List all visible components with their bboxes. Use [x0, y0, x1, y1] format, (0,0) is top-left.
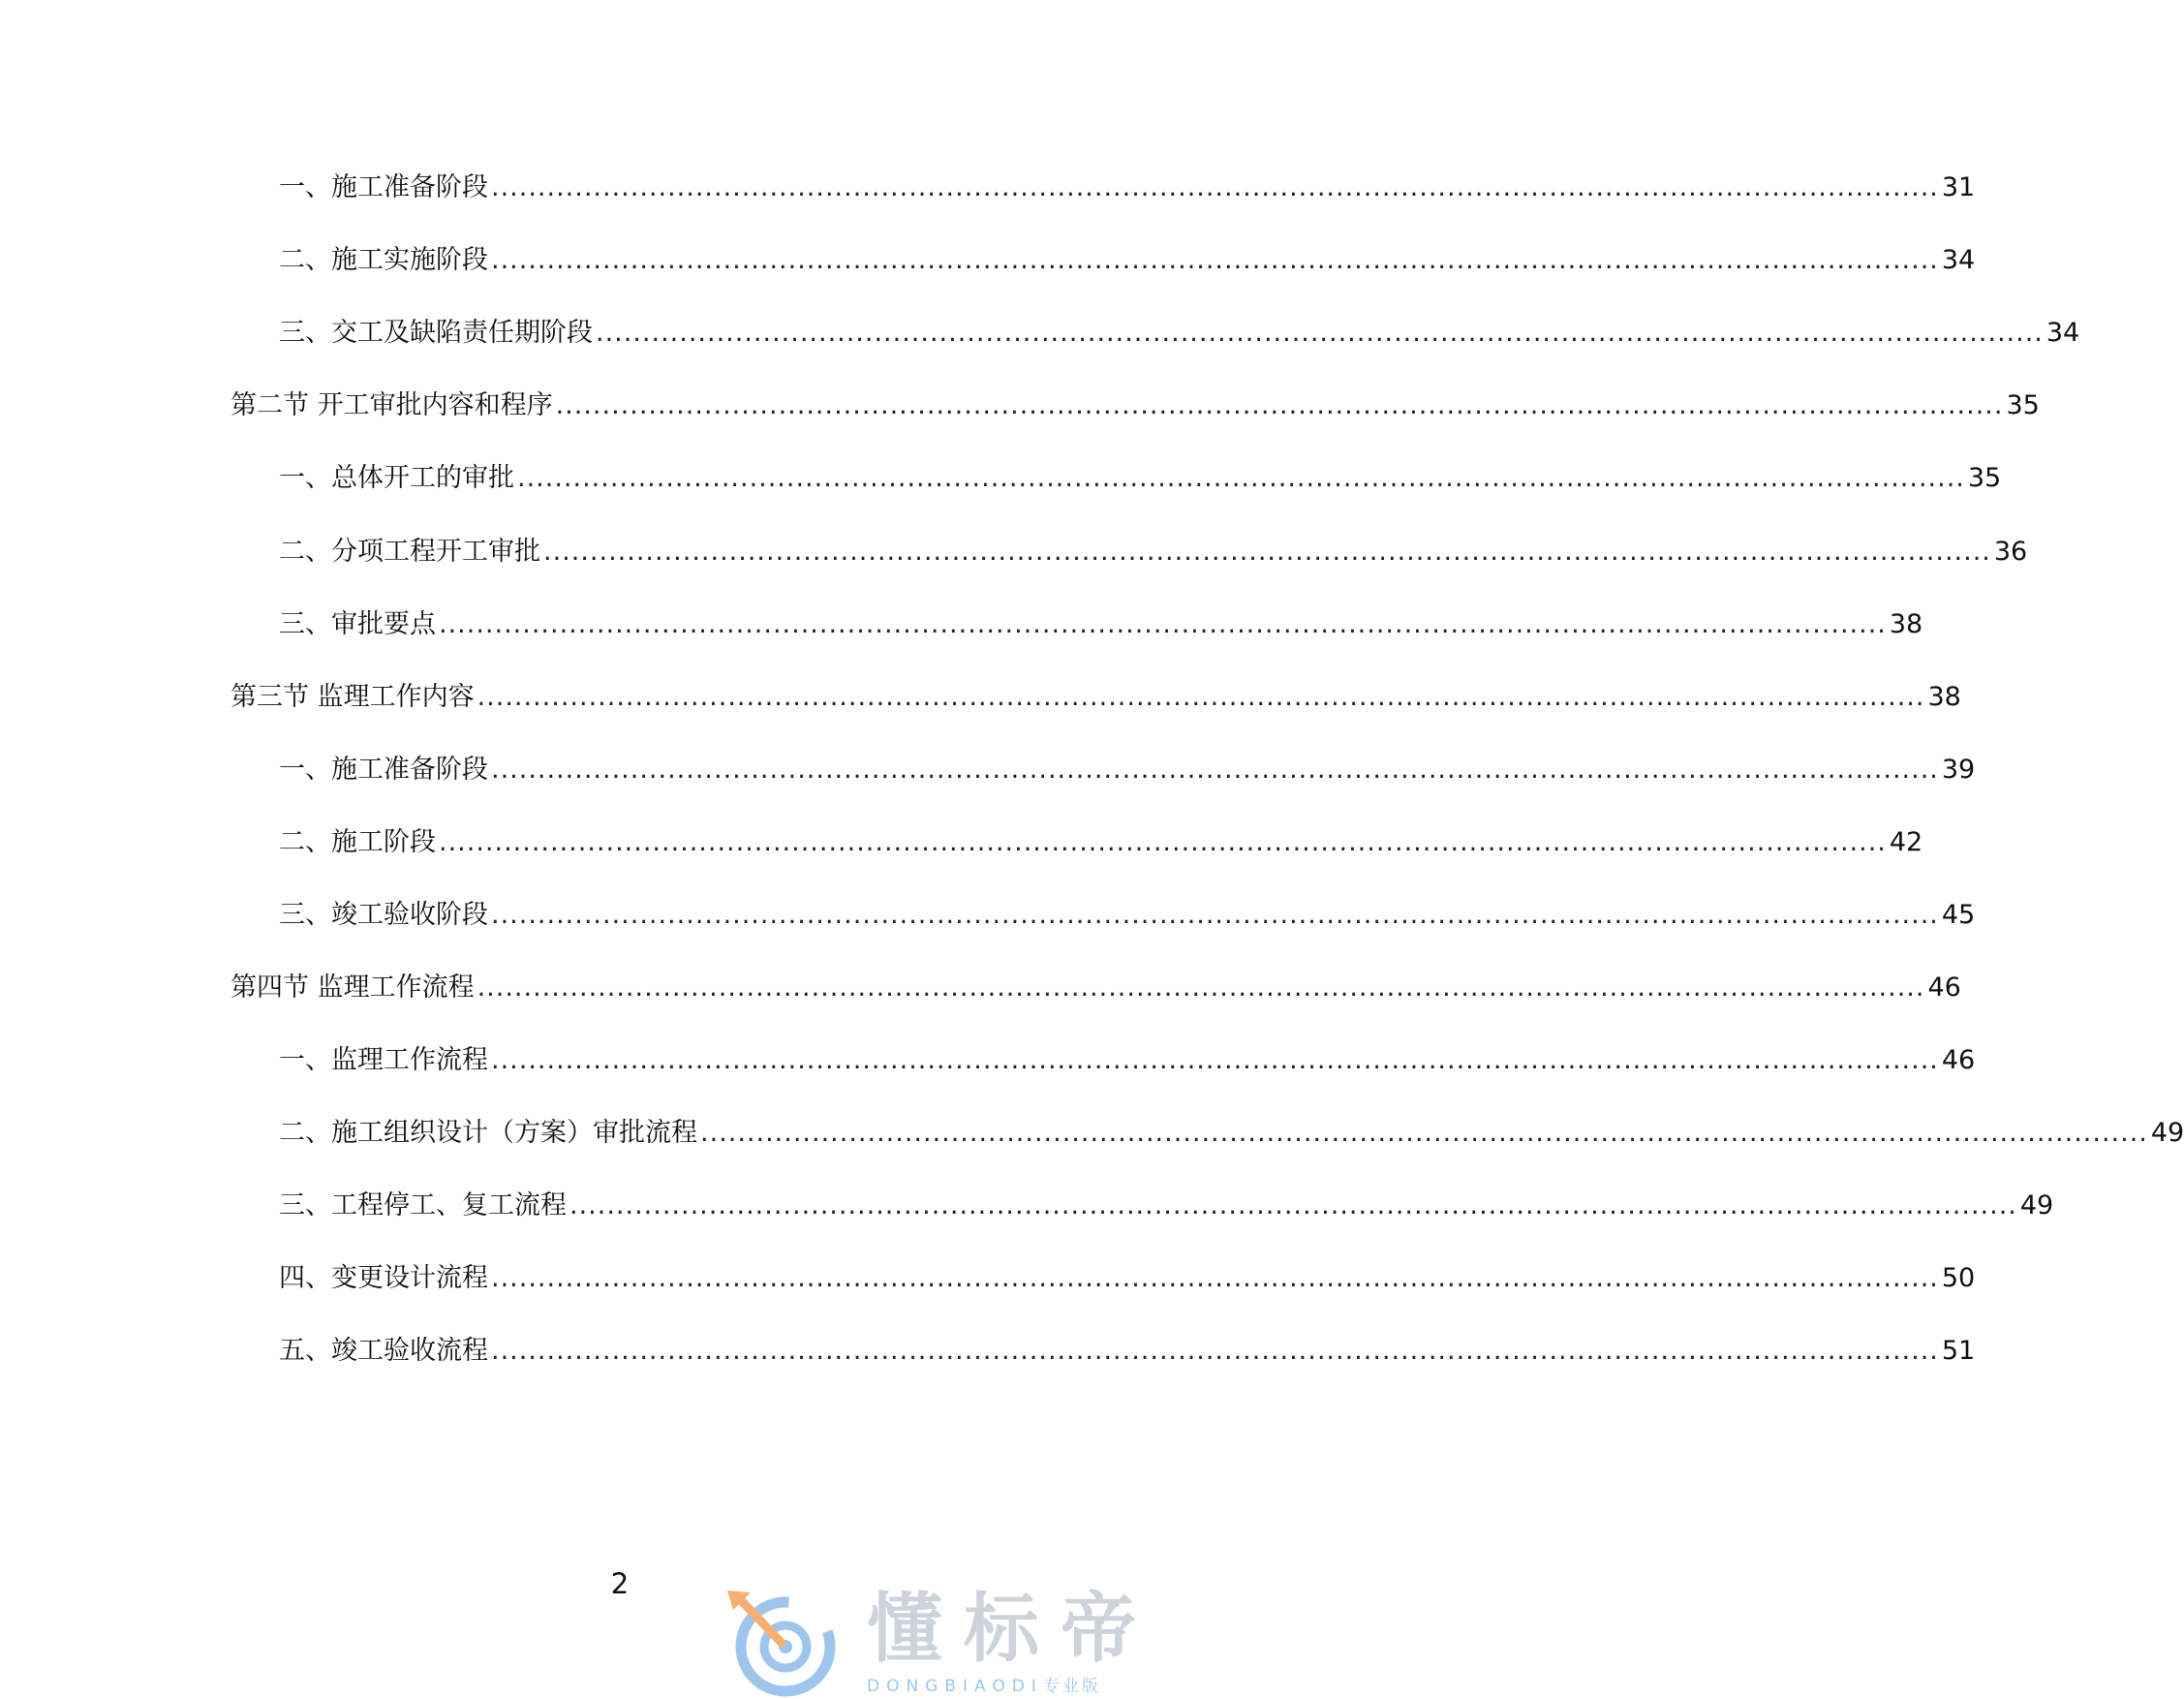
- toc-dot-leader: ............................................................................................................................................................: [477, 682, 1925, 712]
- watermark-tag: 专业版: [1042, 1677, 1101, 1696]
- toc-entry-page: 31: [1941, 172, 1976, 202]
- toc-entry-page: 45: [1941, 900, 1976, 930]
- toc-entry-page: 38: [1889, 609, 1923, 639]
- toc-entry-page: 36: [1993, 537, 2028, 567]
- toc-entry[interactable]: [279, 1114, 2184, 1153]
- toc-entry-title: 第三节 监理工作内容: [231, 682, 475, 712]
- toc-entry-title: 四、变更设计流程: [279, 1263, 488, 1293]
- toc-dot-leader: ............................................................................................................................................................: [517, 463, 1965, 493]
- toc-entry[interactable]: [279, 533, 2028, 571]
- toc-dot-leader: ............................................................................................................................................................: [596, 318, 2044, 348]
- toc-entry-page: 35: [1967, 463, 2002, 493]
- toc-entry[interactable]: [279, 751, 1976, 789]
- toc-dot-leader: ............................................................................................................................................................: [491, 1263, 1939, 1293]
- toc-entry-title: 三、工程停工、复工流程: [279, 1190, 567, 1220]
- toc-dot-leader: ............................................................................................................................................................: [491, 755, 1939, 785]
- toc-entry[interactable]: [279, 1041, 1976, 1080]
- toc-entry-title: 二、施工实施阶段: [279, 245, 488, 275]
- toc-entry-title: 第四节 监理工作流程: [231, 973, 475, 1003]
- target-arrow-logo-icon: [722, 1585, 838, 1699]
- toc-entry[interactable]: [279, 1259, 1976, 1298]
- toc-dot-leader: ............................................................................................................................................................: [491, 1045, 1939, 1075]
- toc-entry-page: 35: [2006, 390, 2040, 420]
- toc-entry[interactable]: [279, 1187, 2054, 1225]
- toc-entry-title: 二、施工组织设计（方案）审批流程: [279, 1118, 697, 1148]
- toc-dot-leader: ............................................................................................................................................................: [439, 827, 1887, 857]
- toc-entry[interactable]: [279, 896, 1976, 935]
- toc-entry[interactable]: [279, 823, 1923, 862]
- toc-entry-page: 46: [1941, 1045, 1976, 1075]
- toc-entry-title: 二、分项工程开工审批: [279, 537, 540, 567]
- watermark-latin: DONGBIAODI: [867, 1677, 1043, 1696]
- toc-dot-leader: ............................................................................................................................................................: [491, 900, 1939, 930]
- toc-dot-leader: ............................................................................................................................................................: [555, 390, 2004, 420]
- toc-entry[interactable]: [279, 1332, 1976, 1371]
- toc-entry-title: 三、竣工验收阶段: [279, 900, 488, 930]
- toc-entry[interactable]: [279, 314, 2080, 353]
- toc-dot-leader: ............................................................................................................................................................: [569, 1190, 2017, 1220]
- watermark-brand: 懂标帝: [867, 1586, 1158, 1673]
- toc-entry-page: 49: [2019, 1190, 2054, 1220]
- toc-dot-leader: ............................................................................................................................................................: [543, 537, 1991, 567]
- toc-dot-leader: ............................................................................................................................................................: [700, 1118, 2148, 1148]
- toc-entry[interactable]: [231, 969, 1961, 1007]
- toc-entry-title: 一、监理工作流程: [279, 1045, 488, 1075]
- toc-entry-page: 42: [1889, 827, 1923, 857]
- page-number: 2: [610, 1567, 630, 1600]
- toc-entry-page: 49: [2150, 1118, 2184, 1148]
- toc-entry[interactable]: [231, 678, 1961, 717]
- toc-entry-title: 一、总体开工的审批: [279, 463, 514, 493]
- toc-entry[interactable]: [279, 459, 2002, 498]
- toc-dot-leader: ............................................................................................................................................................: [477, 973, 1925, 1003]
- toc-entry-title: 一、施工准备阶段: [279, 755, 488, 785]
- toc-entry[interactable]: [279, 605, 1923, 644]
- toc-entry-title: 二、施工阶段: [279, 827, 436, 857]
- toc-entry-title: 三、审批要点: [279, 609, 436, 639]
- toc-entry-page: 38: [1927, 682, 1961, 712]
- toc-dot-leader: ............................................................................................................................................................: [439, 609, 1887, 639]
- watermark: [722, 1585, 1196, 1699]
- toc-entry[interactable]: [231, 386, 2040, 425]
- toc-entry-page: 51: [1941, 1336, 1976, 1366]
- toc-entry-title: 第二节 开工审批内容和程序: [231, 390, 553, 420]
- toc-entry-page: 34: [2046, 318, 2080, 348]
- toc-entry-page: 39: [1941, 755, 1976, 785]
- toc-entry-title: 三、交工及缺陷责任期阶段: [279, 318, 593, 348]
- toc-entry-page: 46: [1927, 973, 1961, 1003]
- toc-entry-page: 50: [1941, 1263, 1976, 1293]
- toc-dot-leader: ............................................................................................................................................................: [491, 172, 1939, 202]
- toc-entry[interactable]: [279, 169, 1976, 207]
- toc-dot-leader: ............................................................................................................................................................: [491, 1336, 1939, 1366]
- watermark-subtitle: [867, 1676, 1101, 1697]
- toc-entry-title: 一、施工准备阶段: [279, 172, 488, 202]
- toc-entry[interactable]: [279, 241, 1976, 280]
- toc-entry-title: 五、竣工验收流程: [279, 1336, 488, 1366]
- toc-entry-page: 34: [1941, 245, 1976, 275]
- toc-dot-leader: ............................................................................................................................................................: [491, 245, 1939, 275]
